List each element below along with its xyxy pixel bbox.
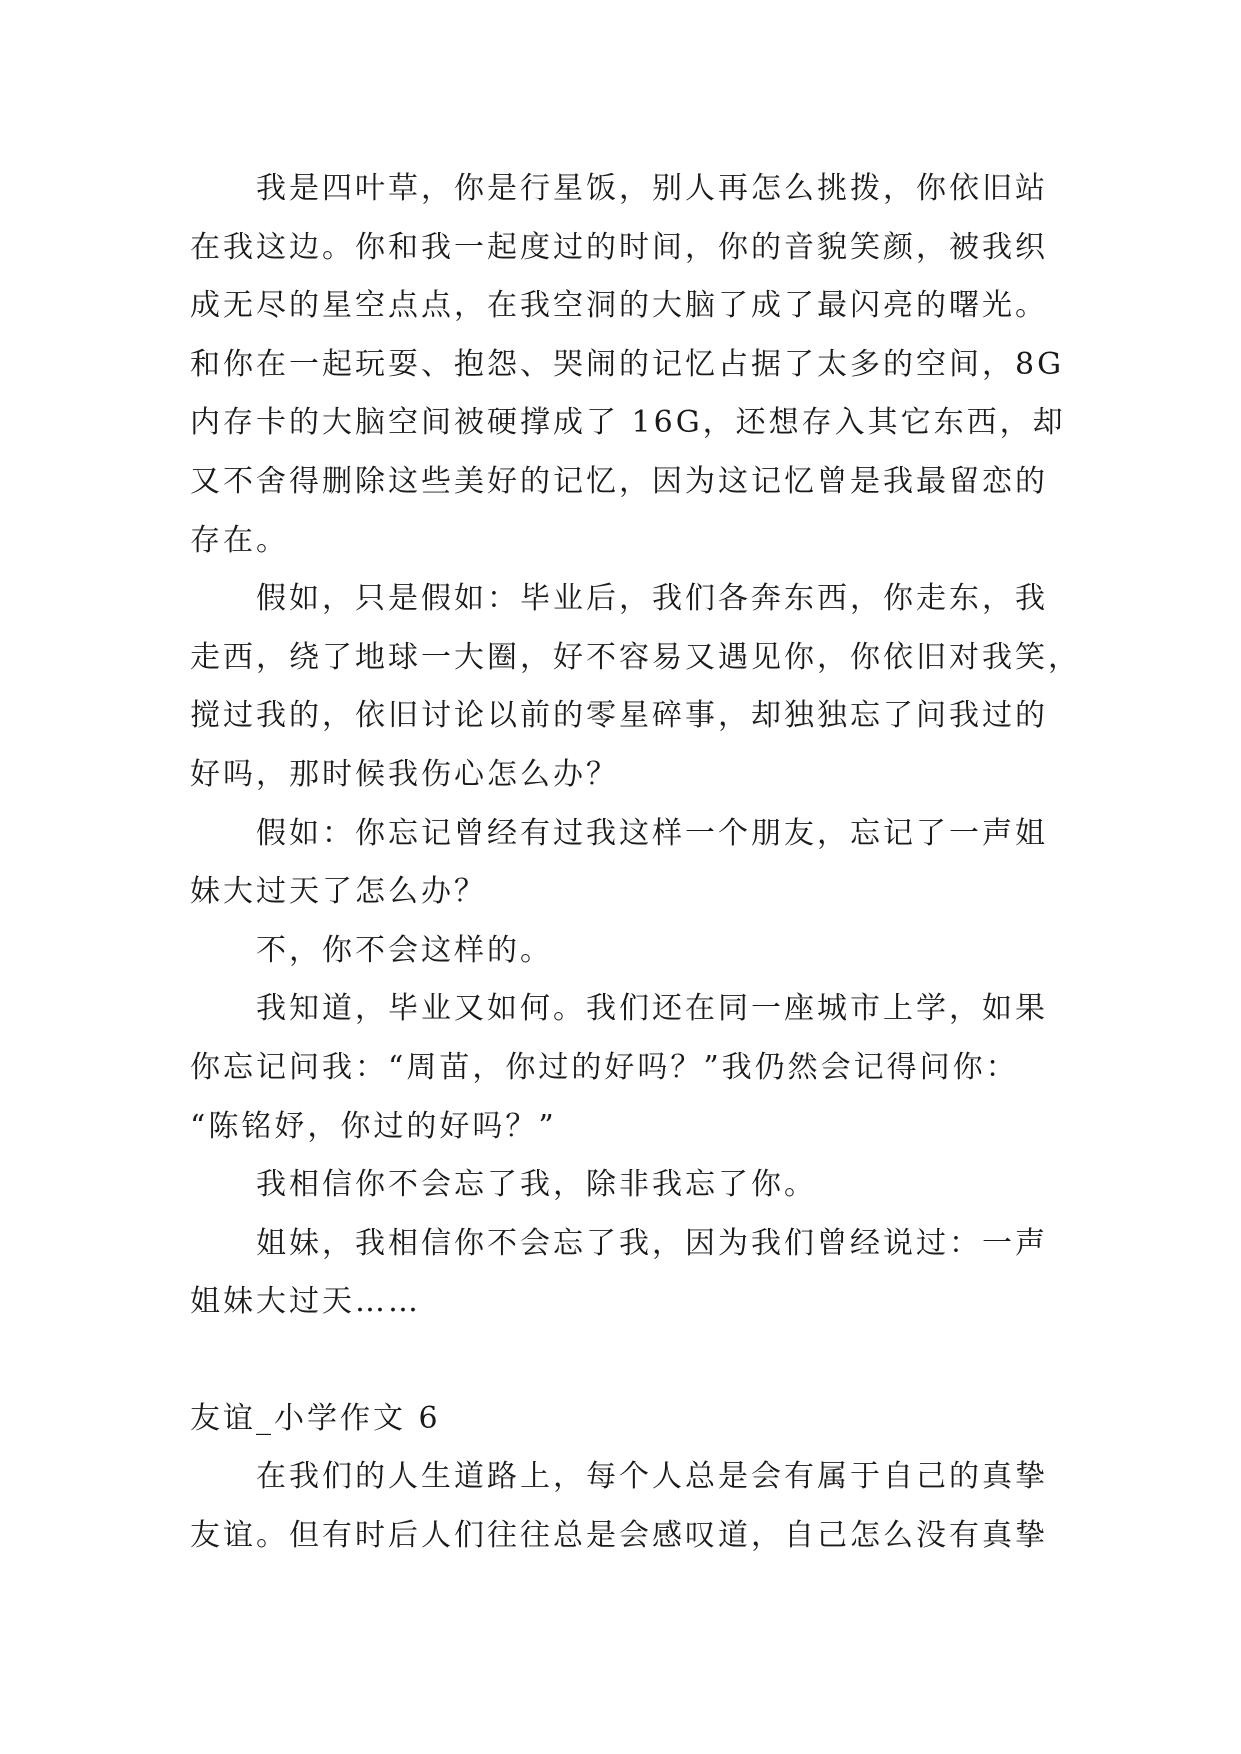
text-line: 在我这边。你和我一起度过的时间，你的音貌笑颜，被我织 <box>190 229 1048 265</box>
text-line: 存在。 <box>190 522 289 558</box>
paragraph <box>190 1156 1070 1215</box>
text-line: 成无尽的星空点点，在我空洞的大脑了成了最闪亮的曙光。 <box>190 288 1048 324</box>
text-line: 和你在一起玩耍、抱怨、哭闹的记忆占据了太多的空间，8G <box>190 346 1065 382</box>
paragraph <box>190 1215 1070 1332</box>
text-line: 妹大过天了怎么办？ <box>190 874 487 910</box>
paragraph <box>190 922 1070 981</box>
text-line: 好吗，那时候我伤心怎么办？ <box>190 756 619 792</box>
text-line: 内存卡的大脑空间被硬撑成了 16G，还想存入其它东西，却 <box>190 405 1066 441</box>
text-line: 假如，只是假如：毕业后，我们各奔东西，你走东，我 <box>256 581 1048 617</box>
text-line: 我知道，毕业又如何。我们还在同一座城市上学，如果 <box>256 991 1048 1027</box>
document-body <box>190 160 1081 1566</box>
text-line: 在我们的人生道路上，每个人总是会有属于自己的真挚 <box>256 1459 1048 1495</box>
paragraph <box>190 980 1070 1156</box>
text-line: 我是四叶草，你是行星饭，别人再怎么挑拨，你依旧站 <box>256 171 1048 206</box>
text-line: 不，你不会这样的。 <box>256 932 553 968</box>
text-line: 友谊。但有时后人们往往总是会感叹道，自己怎么没有真挚 <box>190 1518 1048 1554</box>
text-line: 姐妹，我相信你不会忘了我，因为我们曾经说过：一声 <box>256 1225 1048 1261</box>
section-heading: 友谊_小学作文 6 <box>190 1400 441 1436</box>
text-line: 走西，绕了地球一大圈，好不容易又遇见你，你依旧对我笑， <box>190 639 1081 675</box>
paragraph <box>190 570 1081 804</box>
text-line: 我相信你不会忘了我，除非我忘了你。 <box>256 1167 817 1203</box>
paragraph <box>190 805 1070 922</box>
text-line: 假如：你忘记曾经有过我这样一个朋友，忘记了一声姐 <box>256 815 1048 851</box>
text-line: 搅过我的，依旧讨论以前的零星碎事，却独独忘了问我过的 <box>190 698 1048 734</box>
text-line: 你忘记问我：“周苗，你过的好吗？”我仍然会记得问你： <box>190 1049 1019 1085</box>
paragraph <box>190 1448 1070 1565</box>
text-line: 又不舍得删除这些美好的记忆，因为这记忆曾是我最留恋的 <box>190 463 1048 499</box>
text-line: 姐妹大过天…… <box>190 1284 421 1320</box>
paragraph <box>190 160 1070 570</box>
text-line: “陈铭妤，你过的好吗？” <box>190 1108 557 1144</box>
